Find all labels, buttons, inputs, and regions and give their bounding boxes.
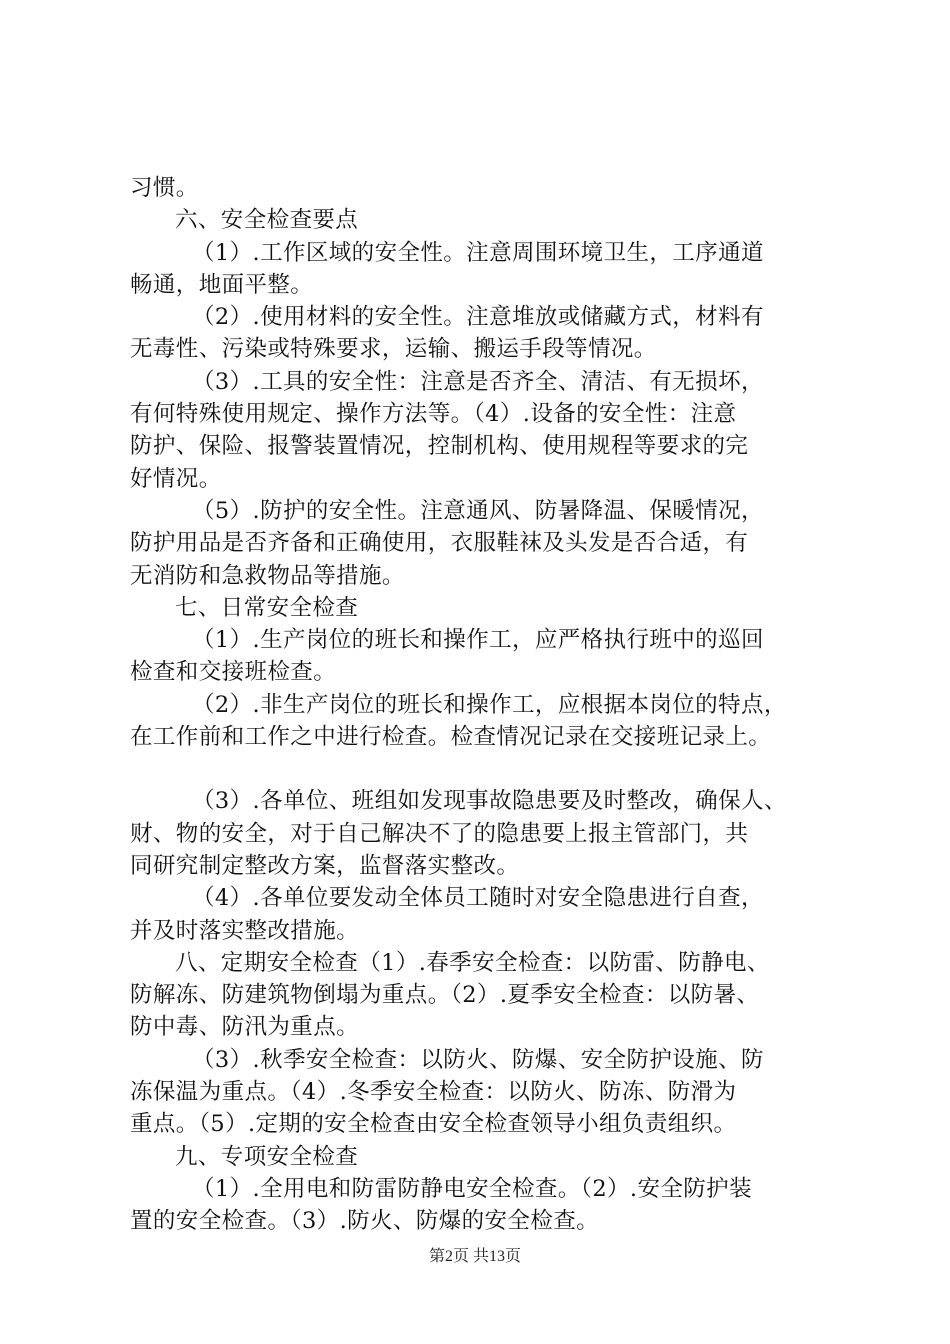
text-line: （3）.工具的安全性：注意是否齐全、清洁、有无损坏， xyxy=(192,368,764,395)
text-line: 无毒性、污染或特殊要求，运输、搬运手段等情况。 xyxy=(130,336,657,363)
text-line: （3）.各单位、班组如发现事故隐患要及时整改，确保人、 xyxy=(192,788,787,815)
text-line: 防解冻、防建筑物倒塌为重点。（2）.夏季安全检查：以防暑、 xyxy=(130,982,760,1009)
page-number-label: 第2页 共13页 xyxy=(428,1248,521,1265)
text-line: 冻保温为重点。（4）.冬季安全检查：以防火、防冻、防滑为 xyxy=(130,1079,737,1106)
text-line: 好情况。 xyxy=(130,465,222,492)
text-line: 在工作前和工作之中进行检查。检查情况记录在交接班记录上。 xyxy=(130,724,772,751)
text-line: 防护、保险、报警装置情况，控制机构、使用规程等要求的完 xyxy=(130,433,749,460)
text-line: 并及时落实整改措施。 xyxy=(130,917,360,944)
text-line: （5）.防护的安全性。注意通风、防暑降温、保暖情况， xyxy=(192,497,764,524)
text-line: （2）.非生产岗位的班长和操作工，应根据本岗位的特点， xyxy=(192,691,787,718)
section-heading: 六、安全检查要点 xyxy=(175,207,359,234)
text-line: 有何特殊使用规定、操作方法等。（4）.设备的安全性：注意 xyxy=(130,401,737,428)
paragraph-gap xyxy=(130,753,835,785)
text-line: （1）.生产岗位的班长和操作工，应严格执行班中的巡回 xyxy=(192,627,764,654)
section-heading: 七、日常安全检查 xyxy=(175,594,359,621)
section-heading: 九、专项安全检查 xyxy=(175,1143,359,1170)
text-line: （2）.使用材料的安全性。注意堆放或储藏方式，材料有 xyxy=(192,304,764,331)
text-line: 重点。（5）.定期的安全检查由安全检查领导小组负责组织。 xyxy=(130,1111,737,1138)
text-line: 防中毒、防汛为重点。 xyxy=(130,1014,360,1041)
document-body xyxy=(130,172,835,1238)
text-line: 置的安全检查。（3）.防火、防爆的安全检查。 xyxy=(130,1208,600,1235)
text-line: （1）.工作区域的安全性。注意周围环境卫生，工序通道 xyxy=(192,239,764,266)
text-line: （4）.各单位要发动全体员工随时对安全隐患进行自查， xyxy=(192,885,764,912)
text-line: 防护用品是否齐备和正确使用，衣服鞋袜及头发是否合适，有 xyxy=(130,530,749,557)
text-line: 无消防和急救物品等措施。 xyxy=(130,562,405,589)
text-line: 检查和交接班检查。 xyxy=(130,659,337,686)
text-line: 财、物的安全，对于自己解决不了的隐患要上报主管部门，共 xyxy=(130,820,749,847)
text-line: （3）.秋季安全检查：以防火、防爆、安全防护设施、防 xyxy=(192,1046,764,1073)
page-footer xyxy=(0,1243,950,1266)
text-line: （1）.全用电和防雷防静电安全检查。（2）.安全防护装 xyxy=(192,1175,752,1202)
text-line: 畅通，地面平整。 xyxy=(130,271,314,298)
text-line: 同研究制定整改方案，监督落实整改。 xyxy=(130,852,520,879)
section-heading: 八、定期安全检查（1）.春季安全检查：以防雷、防静电、 xyxy=(175,949,770,976)
text-line: 习惯。 xyxy=(130,175,199,201)
